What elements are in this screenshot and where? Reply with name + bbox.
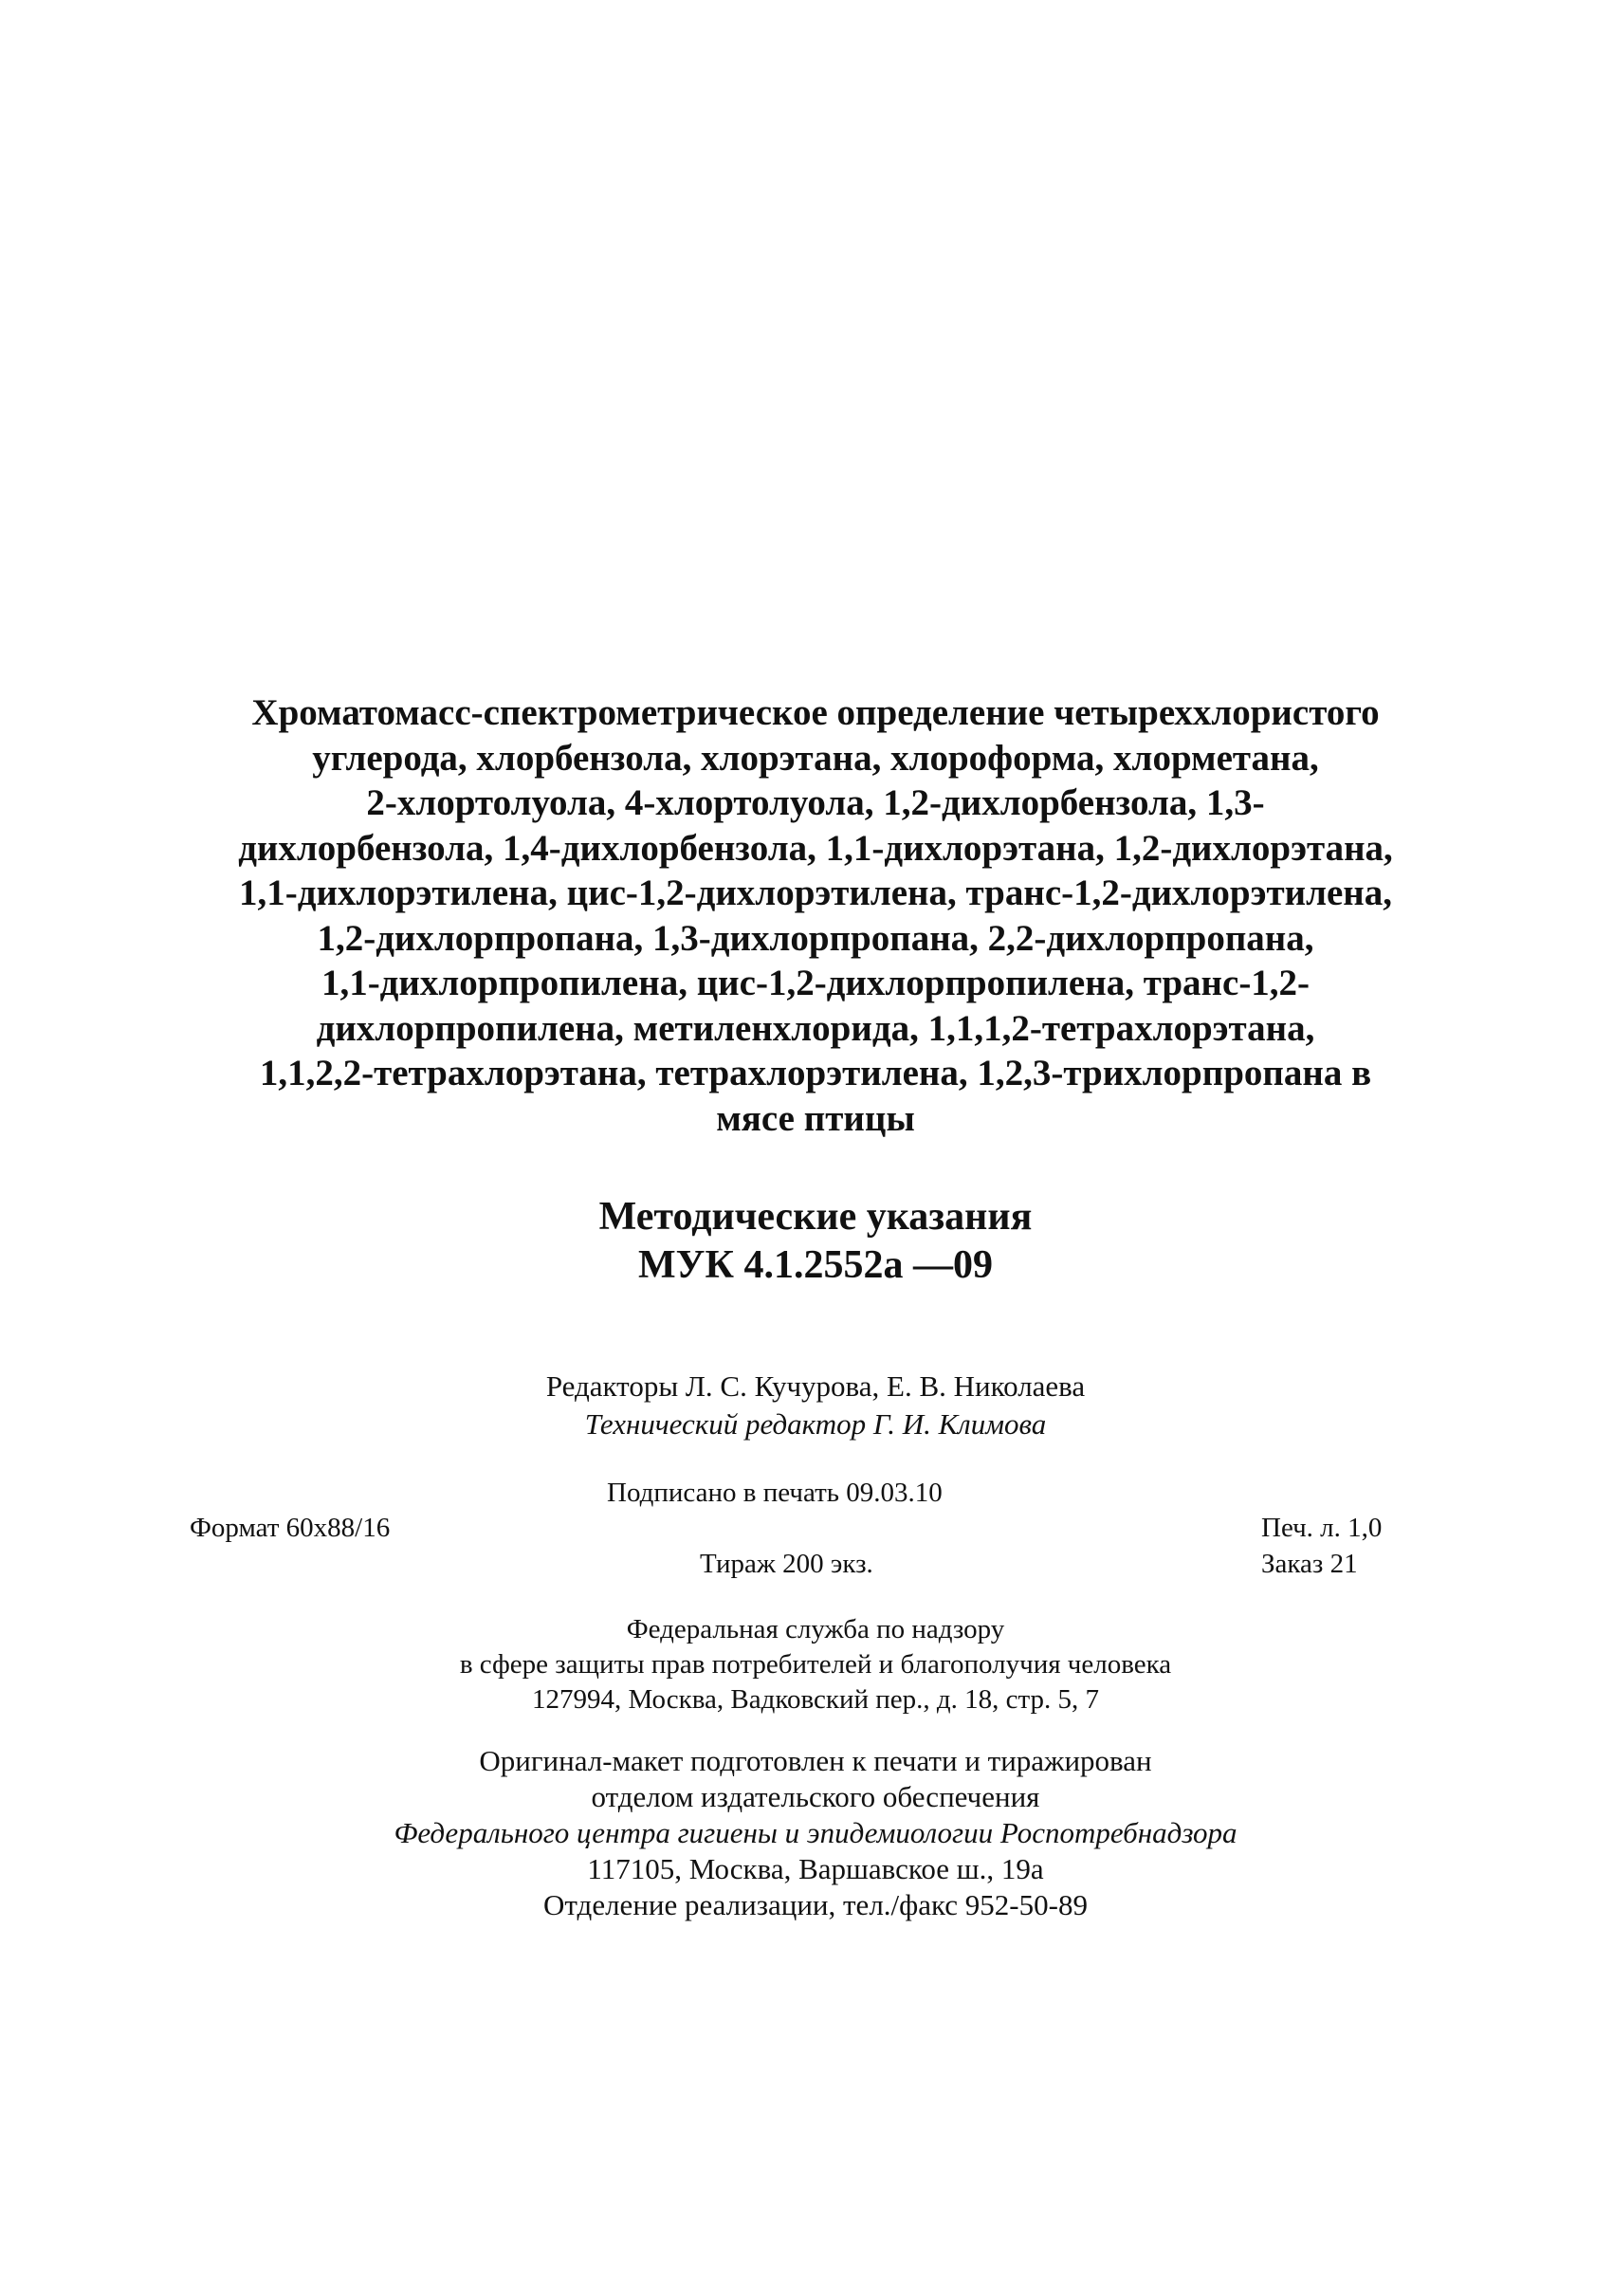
method-code: МУК 4.1.2552а —09 (638, 1243, 993, 1287)
title-line: 2-хлортолуола, 4-хлортолуола, 1,2-дихлорбензола, 1,3- (366, 782, 1265, 823)
title-line: 1,1-дихлорэтилена, цис-1,2-дихлорэтилена, транс-1,2-дихлорэтилена, (238, 872, 1393, 913)
publisher-line: Федеральная служба по надзору (626, 1614, 1005, 1644)
publisher-info (0, 1612, 1613, 1717)
title-line: мясе птицы (716, 1097, 915, 1139)
title-line: 1,2-дихлорпропана, 1,3-дихлорпропана, 2,2-дихлорпропана, (317, 917, 1314, 959)
method-guidelines (0, 1193, 1613, 1290)
title-line: 1,1,2,2-тетрахлорэтана, тетрахлорэтилена, 1,2,3-трихлорпропана в (259, 1053, 1372, 1093)
tech-editor-line: Технический редактор Г. И. Климова (584, 1407, 1047, 1441)
printer-line: отделом издательского обеспечения (591, 1780, 1040, 1813)
editors-info (0, 1368, 1613, 1443)
title-line: дихлорпропилена, метиленхлорида, 1,1,1,2-тетрахлорэтана, (316, 1007, 1315, 1049)
document-title (171, 690, 1460, 1141)
imprint-sheets: Печ. л. 1,0 (1261, 1513, 1383, 1543)
title-line: углерода, хлорбензола, хлорэтана, хлороформа, хлорметана, (312, 737, 1319, 779)
publisher-line: в сфере защиты прав потребителей и благополучия человека (459, 1649, 1172, 1680)
imprint-order: Заказ 21 (1261, 1549, 1358, 1579)
editors-line: Редакторы Л. С. Кучурова, Е. В. Николаева (545, 1369, 1086, 1403)
printer-sales: Отделение реализации, тел./факс 952-50-89 (543, 1888, 1088, 1921)
printer-info (0, 1743, 1613, 1923)
title-line: дихлорбензола, 1,4-дихлорбензола, 1,1-дихлорэтана, 1,2-дихлорэтана, (238, 827, 1393, 869)
imprint-signed: Подписано в печать 09.03.10 (607, 1478, 943, 1508)
method-label: Методические указания (598, 1195, 1033, 1239)
publisher-address: 127994, Москва, Вадковский пер., д. 18, стр. 5, 7 (531, 1684, 1100, 1715)
imprint-run: Тираж 200 экз. (700, 1549, 873, 1579)
printer-line: Федерального центра гигиены и эпидемиологии Роспотребнадзора (394, 1816, 1237, 1849)
printer-address: 117105, Москва, Варшавское ш., 19а (587, 1852, 1044, 1885)
title-line: Хроматомасс-спектрометрическое определение четыреххлористого (251, 692, 1380, 733)
title-line: 1,1-дихлорпропилена, цис-1,2-дихлорпропилена, транс-1,2- (321, 963, 1311, 1003)
imprint-format: Формат 60x88/16 (190, 1513, 391, 1543)
printer-line: Оригинал-макет подготовлен к печати и тиражирован (479, 1744, 1152, 1777)
